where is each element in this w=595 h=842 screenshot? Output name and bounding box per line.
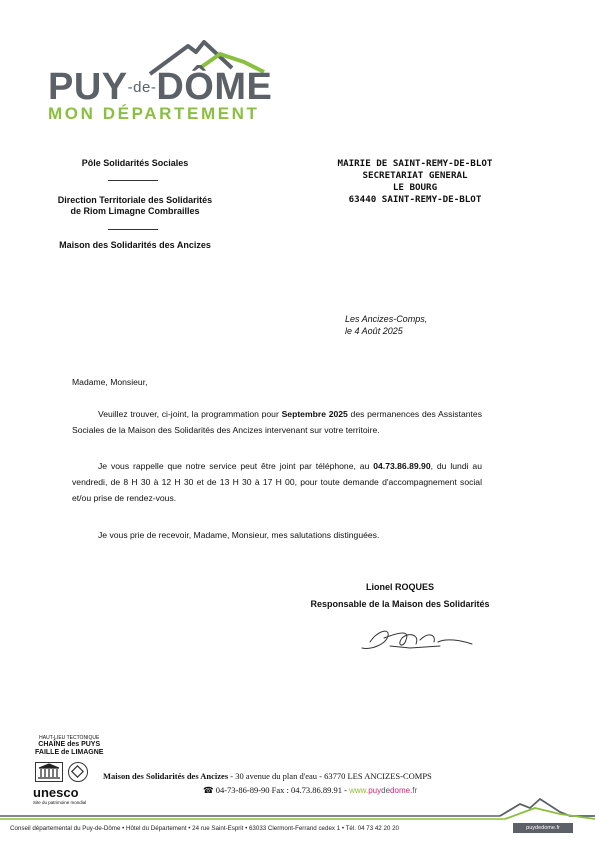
salutation: Madame, Monsieur, bbox=[72, 377, 148, 387]
paragraph-2: Je vous rappelle que notre service peut être joint par téléphone, au 04.73.86.89.90, du lundi au vendredi, de 8 H 30 à 12 H 30 et de 13 H 30 à 17 H 00, pour toute demande d'accompagnement social et/ou prise de rendez-vous. bbox=[72, 461, 482, 503]
divider bbox=[108, 229, 158, 230]
footer-address: Maison des Solidarités des Ancizes - 30 avenue du plan d'eau - 63770 LES ANCIZES-COMPS bbox=[103, 771, 432, 781]
divider bbox=[108, 180, 158, 181]
logo-tagline: MON DÉPARTEMENT bbox=[48, 104, 260, 123]
footer-website-badge[interactable]: puydedome.fr bbox=[513, 823, 573, 833]
world-heritage-emblem-icon bbox=[68, 762, 88, 782]
sender-maison: Maison des Solidarités des Ancizes bbox=[59, 240, 211, 250]
geo-heritage-label: HAUT-LIEU TECTONIQUE CHAÎNE des PUYS FAILLE de LIMAGNE bbox=[35, 735, 104, 756]
signatory-title: Responsable de la Maison des Solidarités bbox=[310, 599, 490, 609]
unesco-wordmark: unesco bbox=[33, 785, 79, 800]
logo-wordmark: PUY-de-DÔME bbox=[48, 66, 273, 108]
sender-pole: Pôle Solidarités Sociales bbox=[81, 158, 189, 168]
footer-band-text: Conseil départemental du Puy-de-Dôme • Hôtel du Département • 24 rue Saint-Esprit • 63033 Clermont-Ferrand cedex 1 • Tél. 04 73 42 20 20 bbox=[10, 825, 399, 832]
sender-direction: Direction Territoriale des Solidarités de Riom Limagne Combrailles bbox=[57, 195, 213, 216]
letter-date: Les Ancizes-Comps, le 4 Août 2025 bbox=[345, 314, 428, 336]
paragraph-1: Veuillez trouver, ci-joint, la programmation pour Septembre 2025 des permanences des Assistantes Sociales de la Maison des Solidarités des Ancizes intervenant sur votre territoire. bbox=[72, 409, 482, 435]
footer-mountain-lines-icon bbox=[0, 796, 595, 822]
department-logo bbox=[45, 38, 273, 123]
signatory-name: Lionel ROQUES bbox=[365, 582, 434, 592]
unesco-subtitle: Site du patrimoine mondial bbox=[33, 800, 87, 805]
footer-contact: ☎ 04-73-86-89-90 Fax : 04.73.86.89.91 - www.puydedome.fr bbox=[203, 785, 418, 795]
paragraph-3: Je vous prie de recevoir, Madame, Monsieur, mes salutations distinguées. bbox=[98, 530, 380, 540]
handwritten-signature bbox=[350, 622, 480, 656]
website-link[interactable]: www.puydedome.fr bbox=[349, 786, 418, 795]
unesco-temple-icon bbox=[35, 762, 63, 782]
recipient-address: MAIRIE DE SAINT-REMY-DE-BLOT SECRETARIAT GENERAL LE BOURG 63440 SAINT-REMY-DE-BLOT bbox=[337, 158, 493, 205]
